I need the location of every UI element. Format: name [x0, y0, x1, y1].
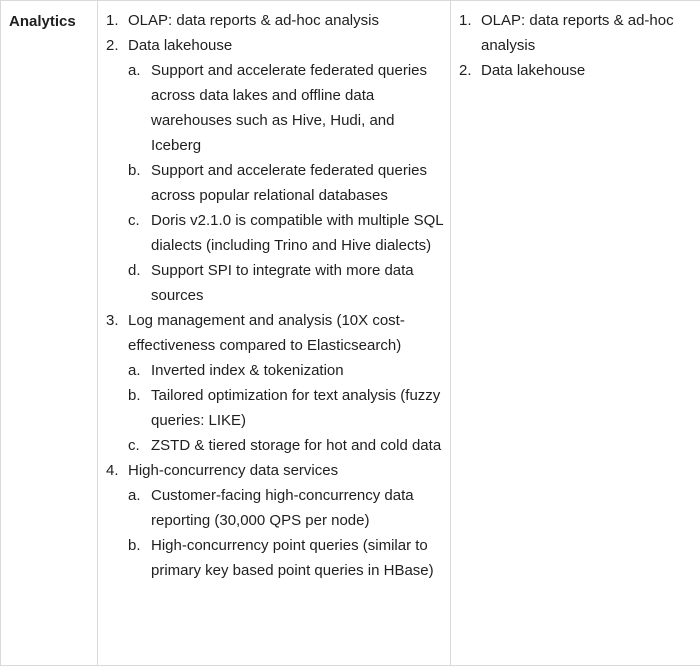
feature-list-right [451, 8, 700, 83]
feature-list-cell-right [451, 1, 700, 666]
sub-list-item-letter: a. [128, 62, 141, 79]
list-item-text: Data lakehouse [481, 62, 586, 79]
sub-list-item-letter: b. [128, 162, 141, 179]
list-item-number: 2. [106, 37, 119, 54]
row-label-cell [1, 1, 98, 666]
sub-list-item-text: ZSTD & tiered storage for hot and cold data [151, 437, 442, 454]
sub-list-item-text: Inverted index & tokenization [151, 362, 344, 379]
list-item-text: Log management and analysis (10X cost-effectiveness compared to Elasticsearch) [128, 312, 405, 354]
sub-list [128, 58, 446, 308]
sub-list-item-letter: a. [128, 487, 141, 504]
sub-list-item-letter: b. [128, 387, 141, 404]
list-item-number: 4. [106, 462, 119, 479]
sub-list-item [128, 258, 446, 308]
sub-list-item [128, 383, 446, 433]
sub-list-item [128, 158, 446, 208]
list-item-text: OLAP: data reports & ad-hoc analysis [481, 12, 674, 54]
list-item-text: High-concurrency data services [128, 462, 339, 479]
list-item [98, 8, 450, 33]
list-item [451, 8, 700, 58]
sub-list-item [128, 433, 446, 458]
feature-list-left [98, 8, 450, 583]
sub-list-item-letter: c. [128, 212, 140, 229]
sub-list-item-text: Doris v2.1.0 is compatible with multiple SQL dialects (including Trino and Hive dialects) [151, 212, 444, 254]
list-item [98, 308, 450, 458]
sub-list-item-text: Support SPI to integrate with more data sources [151, 262, 414, 304]
sub-list-item-letter: a. [128, 362, 141, 379]
sub-list-item-letter: b. [128, 537, 141, 554]
row-label: Analytics [9, 13, 76, 30]
sub-list-item-text: Support and accelerate federated queries across popular relational databases [151, 162, 428, 204]
list-item [451, 58, 700, 83]
list-item-text: OLAP: data reports & ad-hoc analysis [128, 12, 379, 29]
sub-list-item [128, 208, 446, 258]
list-item [98, 458, 450, 583]
sub-list-item [128, 533, 446, 583]
list-item-text: Data lakehouse [128, 37, 233, 54]
sub-list-item-text: Customer-facing high-concurrency data reporting (30,000 QPS per node) [151, 487, 414, 529]
sub-list [128, 358, 446, 458]
sub-list-item-letter: d. [128, 262, 141, 279]
list-item-number: 2. [459, 62, 472, 79]
list-item-number: 1. [459, 12, 472, 29]
sub-list-item [128, 58, 446, 158]
sub-list-item-text: Tailored optimization for text analysis (fuzzy queries: LIKE) [151, 387, 441, 429]
sub-list-item [128, 358, 446, 383]
sub-list-item-text: Support and accelerate federated queries across data lakes and offline data warehouses such as Hive, Hudi, and Iceberg [151, 62, 428, 154]
list-item-number: 3. [106, 312, 119, 329]
list-item [98, 33, 450, 308]
sub-list-item-letter: c. [128, 437, 140, 454]
feature-list-cell-left [98, 1, 451, 666]
table-row-analytics [1, 1, 700, 666]
list-item-number: 1. [106, 12, 119, 29]
sub-list-item-text: High-concurrency point queries (similar to primary key based point queries in HBase) [151, 537, 434, 579]
sub-list-item [128, 483, 446, 533]
sub-list [128, 483, 446, 583]
